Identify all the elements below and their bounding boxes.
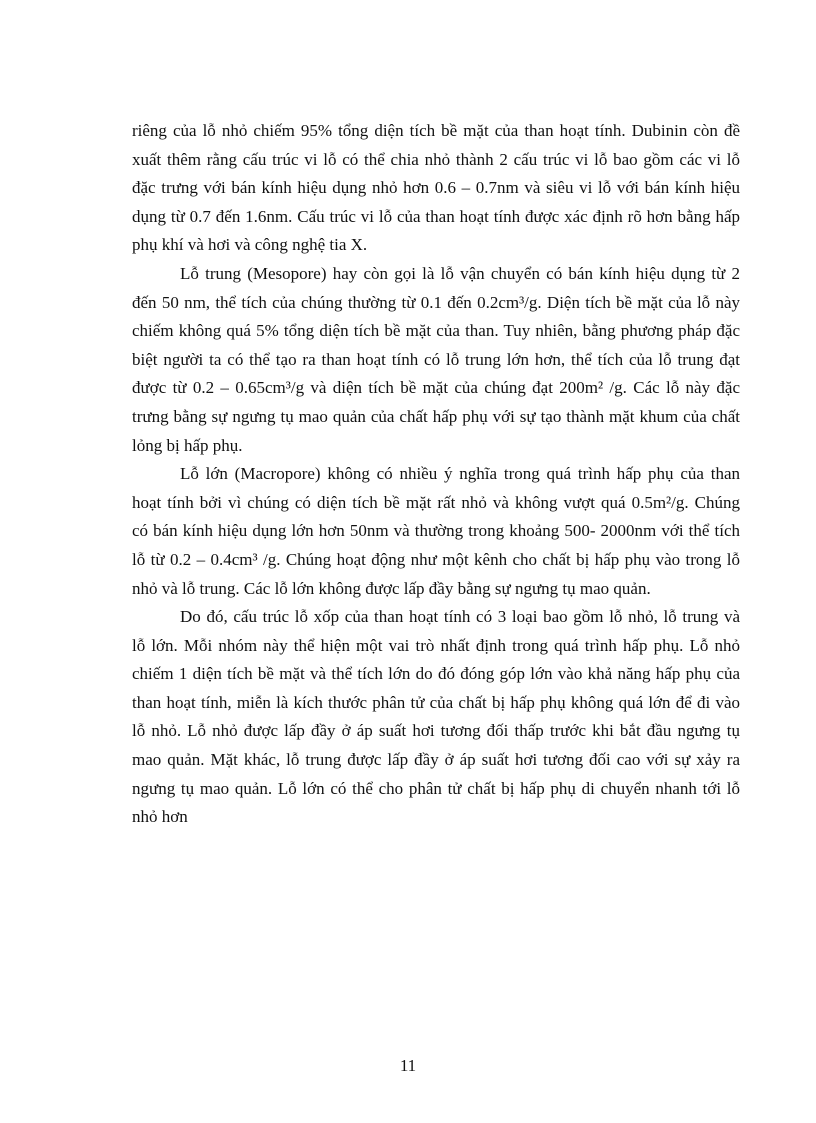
text-line: Lỗ lớn (Macropore) không có nhiều ý nghĩa trong quá trình hấp phụ của than [180,464,740,484]
paragraph-conclusion [132,603,740,832]
text-line: biệt người ta có thể tạo ra than hoạt tính có lỗ trung lớn hơn, thể tích của lỗ trung đạt [132,349,740,369]
text-line: nhỏ hơn [132,807,188,827]
text-line: hoạt tính bởi vì chúng có diện tích bề mặt rất nhỏ và không vượt quá 0.5m²/g. Chúng [132,492,740,512]
text-line: phụ khí và hơi và công nghệ tia X. [132,235,368,255]
paragraph-mesopore [132,260,740,460]
text-line: đặc trưng với bán kính hiệu dụng nhỏ hơn 0.6 – 0.7nm và siêu vi lỗ với bán kính hiệu [132,178,740,198]
text-line: chiếm 1 diện tích bề mặt và thể tích lớn do đó đóng góp lớn vào khả năng hấp phụ của [132,664,740,684]
text-line: có bán kính hiệu dụng lớn hơn 50nm và thường trong khoảng 500- 2000nm với thể tích [132,521,740,541]
text-line: đến 50 nm, thể tích của chúng thường từ 0.1 đến 0.2cm³/g. Diện tích bề mặt của lỗ này [132,292,740,312]
text-line: xuất thêm rằng cấu trúc vi lỗ có thể chia nhỏ thành 2 cấu trúc vi lỗ bao gồm các vi lỗ [132,149,740,169]
text-line: chiếm không quá 5% tổng diện tích bề mặt của than. Tuy nhiên, bằng phương pháp đặc [132,321,740,341]
text-line: Lỗ trung (Mesopore) hay còn gọi là lỗ vận chuyển có bán kính hiệu dụng từ 2 [180,263,740,283]
paragraph-micropore-continued [132,117,740,260]
text-line: Do đó, cấu trúc lỗ xốp của than hoạt tính có 3 loại bao gồm lỗ nhỏ, lỗ trung và [180,607,740,627]
text-line: lỗ nhỏ. Lỗ nhỏ được lấp đầy ở áp suất hơi tương đối thấp trước khi bắt đầu ngưng tụ [132,721,740,741]
text-line: lỗ từ 0.2 – 0.4cm³ /g. Chúng hoạt động như một kênh cho chất bị hấp phụ vào trong lỗ [132,549,740,569]
body-text [132,117,740,832]
text-line: được từ 0.2 – 0.65cm³/g và diện tích bề mặt của chúng đạt 200m² /g. Các lỗ này đặc [132,378,740,398]
text-line: ngưng tụ mao quản. Lỗ lớn có thể cho phân tử chất bị hấp phụ di chuyển nhanh tới lỗ [132,778,740,798]
text-line: dụng từ 0.7 đến 1.6nm. Cấu trúc vi lỗ của than hoạt tính được xác định rõ hơn bằng hấp [132,206,740,226]
text-line: nhỏ và lỗ trung. Các lỗ lớn không được lấp đầy bằng sự ngưng tụ mao quản. [132,578,651,598]
paragraph-macropore [132,460,740,603]
text-line: trưng bằng sự ngưng tụ mao quản của chất hấp phụ với sự tạo thành mặt khum của chất [132,406,740,426]
text-line: mao quản. Mặt khác, lỗ trung được lấp đầy ở áp suất hơi tương đối cao với sự xảy ra [132,750,740,770]
text-line: than hoạt tính, miễn là kích thước phân tử của chất bị hấp phụ không quá lớn để đi vào [132,692,740,712]
text-line: lỏng bị hấp phụ. [132,435,243,455]
text-line: riêng của lỗ nhỏ chiếm 95% tổng diện tích bề mặt của than hoạt tính. Dubinin còn đề [132,121,740,140]
text-line: lỗ lớn. Mỗi nhóm này thể hiện một vai trò nhất định trong quá trình hấp phụ. Lỗ nhỏ [132,635,740,655]
page-number: 11 [399,1056,417,1075]
